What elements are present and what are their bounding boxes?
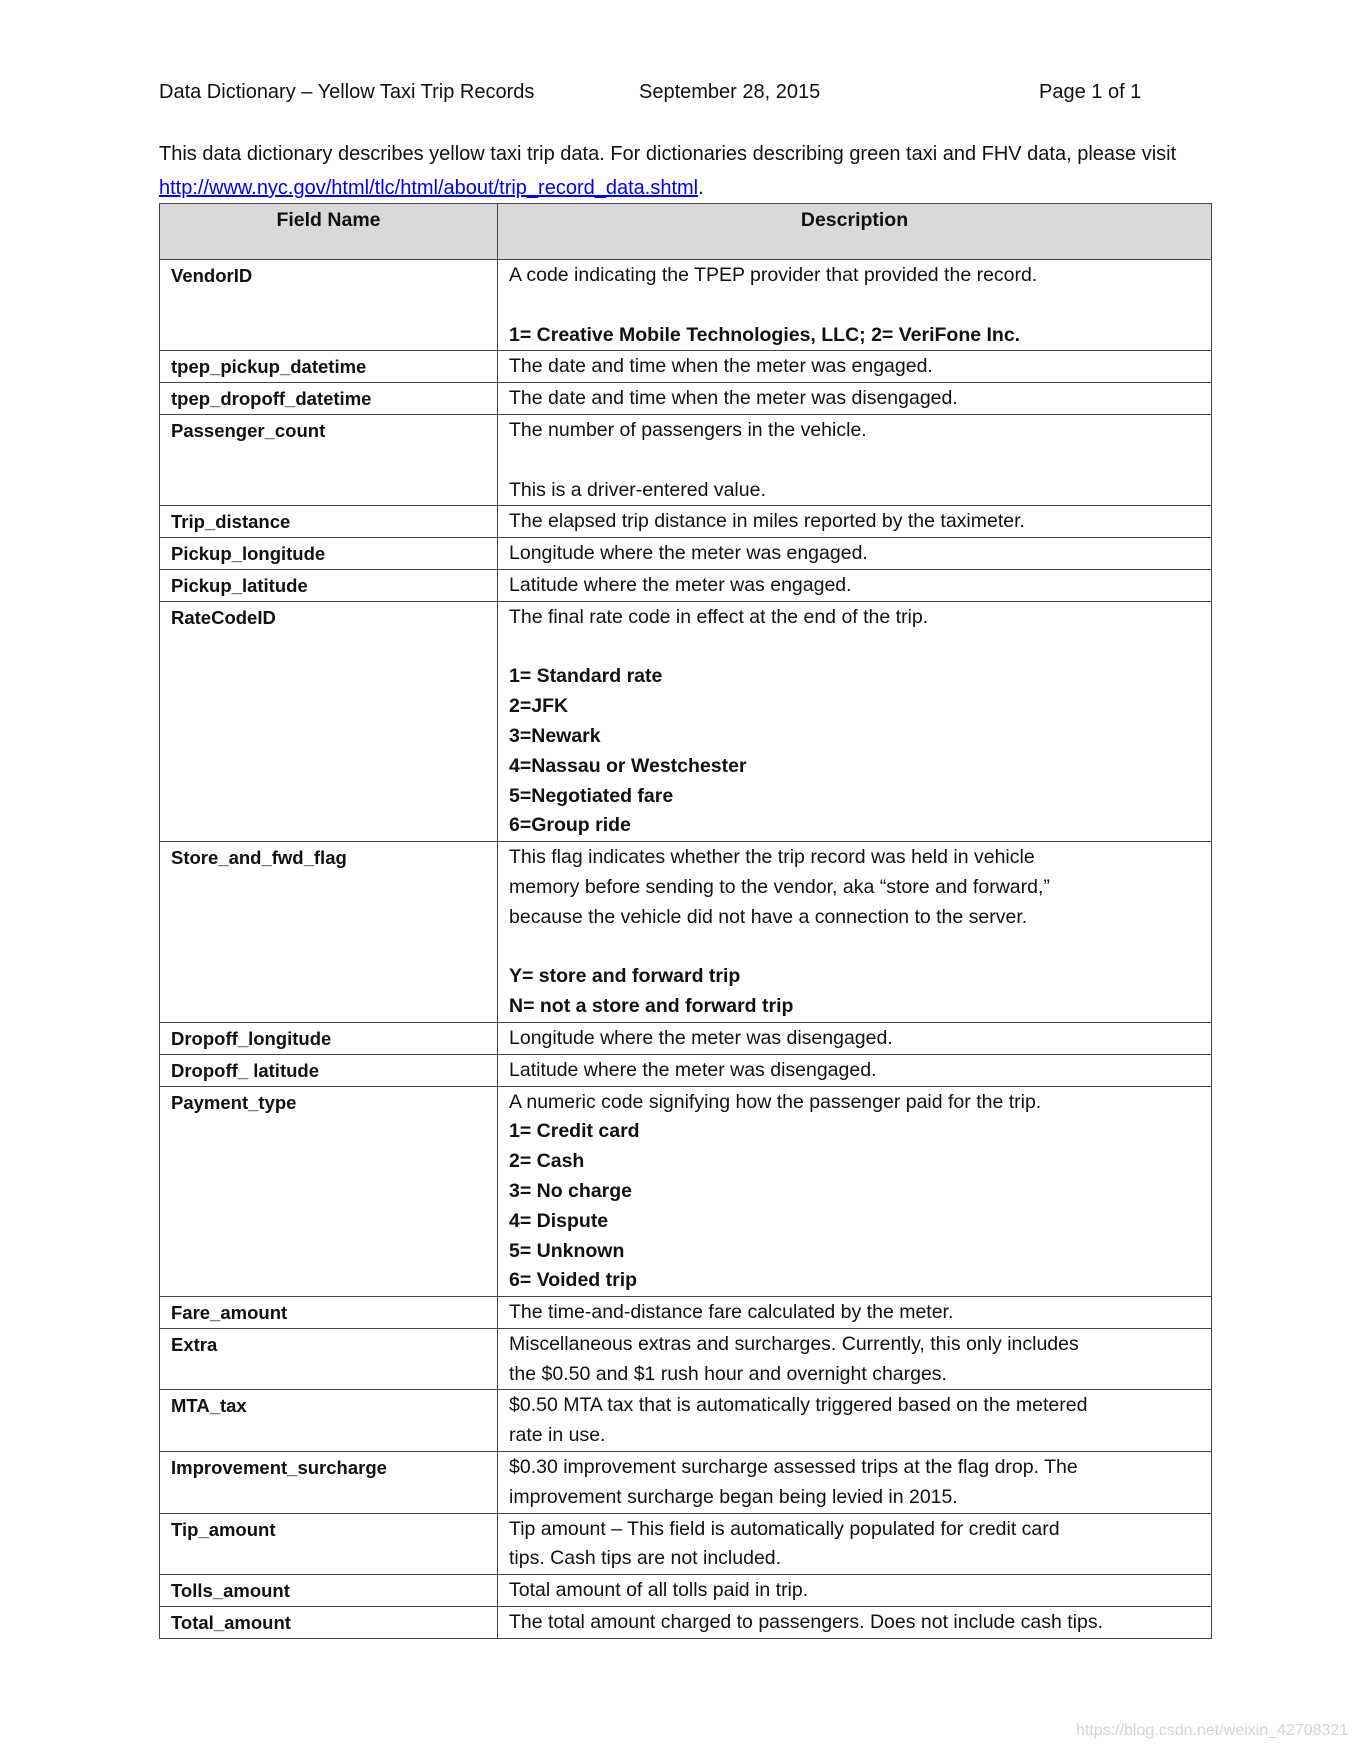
field-name: Tolls_amount (160, 1575, 498, 1607)
code-value-line: 2=JFK (509, 695, 569, 718)
description-line: $0.30 improvement surcharge assessed trips at the flag drop. The (509, 1456, 1078, 1479)
description-line: A numeric code signifying how the passenger paid for the trip. (509, 1090, 1042, 1113)
field-description (498, 1328, 1212, 1390)
field-description (498, 1022, 1212, 1054)
field-name: Pickup_longitude (160, 538, 498, 570)
field-description (498, 569, 1212, 601)
description-line: $0.50 MTA tax that is automatically triggered based on the metered (509, 1394, 1088, 1417)
table-row (160, 1607, 1212, 1639)
table-row (160, 1297, 1212, 1329)
description-line: Miscellaneous extras and surcharges. Currently, this only includes (509, 1332, 1079, 1355)
table-row (160, 1328, 1212, 1390)
table-row (160, 1452, 1212, 1514)
code-value-line: 4= Dispute (509, 1209, 609, 1232)
field-name: Dropoff_ latitude (160, 1054, 498, 1086)
code-value-line: 1= Credit card (509, 1120, 640, 1143)
field-description (498, 1054, 1212, 1086)
description-line: This flag indicates whether the trip record was held in vehicle (509, 846, 1035, 869)
header-field-name: Field Name (160, 204, 498, 260)
code-value-line: 2= Cash (509, 1150, 585, 1173)
document-title: Data Dictionary – Yellow Taxi Trip Records (159, 81, 535, 103)
field-description (498, 1297, 1212, 1329)
field-name: Fare_amount (160, 1297, 498, 1329)
field-description (498, 351, 1212, 383)
field-name: Pickup_latitude (160, 569, 498, 601)
description-line: The time-and-distance fare calculated by the meter. (509, 1301, 954, 1324)
table-row (160, 1390, 1212, 1452)
table-row (160, 383, 1212, 415)
description-line: Latitude where the meter was disengaged. (509, 1058, 877, 1081)
description-line: Latitude where the meter was engaged. (509, 573, 852, 596)
intro-text: This data dictionary describes yellow taxi trip data. For dictionaries describing green taxi and FHV data, please visit (159, 143, 1177, 165)
description-line: memory before sending to the vendor, aka “store and forward,” (509, 875, 1050, 898)
description-line: The final rate code in effect at the end of the trip. (509, 605, 929, 628)
description-line: This is a driver-entered value. (509, 478, 766, 501)
code-value-line: 3=Newark (509, 724, 601, 747)
description-line: The date and time when the meter was disengaged. (509, 387, 958, 410)
field-name: RateCodeID (160, 601, 498, 841)
description-line: improvement surcharge began being levied in 2015. (509, 1485, 958, 1508)
code-value-line: 4=Nassau or Westchester (509, 754, 747, 777)
code-value-line: N= not a store and forward trip (509, 995, 794, 1018)
data-dictionary-table (159, 203, 1212, 1639)
field-description (498, 1513, 1212, 1575)
field-name: Store_and_fwd_flag (160, 842, 498, 1023)
field-description (498, 1575, 1212, 1607)
field-name: Tip_amount (160, 1513, 498, 1575)
description-line: The date and time when the meter was engaged. (509, 355, 933, 378)
field-description (498, 601, 1212, 841)
description-line (509, 291, 1211, 321)
description-line: the $0.50 and $1 rush hour and overnight charges. (509, 1362, 947, 1385)
field-description (498, 1607, 1212, 1639)
description-line: Tip amount – This field is automatically populated for credit card (509, 1517, 1060, 1540)
field-name: Dropoff_longitude (160, 1022, 498, 1054)
code-value-line: Y= store and forward trip (509, 965, 741, 988)
document-date: September 28, 2015 (639, 81, 821, 103)
table-row (160, 569, 1212, 601)
table-row (160, 1022, 1212, 1054)
field-name: tpep_dropoff_datetime (160, 383, 498, 415)
code-value-line: 1= Creative Mobile Technologies, LLC; 2= VeriFone Inc. (509, 323, 1021, 346)
description-line: Total amount of all tolls paid in trip. (509, 1579, 809, 1602)
field-name: Payment_type (160, 1086, 498, 1297)
description-line: because the vehicle did not have a connection to the server. (509, 905, 1028, 928)
description-line (509, 933, 1211, 963)
code-value-line: 6=Group ride (509, 814, 631, 837)
description-line (509, 446, 1211, 476)
code-value-line: 1= Standard rate (509, 665, 663, 688)
header-description: Description (498, 204, 1212, 260)
description-line: A code indicating the TPEP provider that provided the record. (509, 264, 1038, 286)
code-value-line: 5=Negotiated fare (509, 784, 674, 807)
table-header-row (160, 204, 1212, 260)
description-line: Longitude where the meter was engaged. (509, 542, 868, 565)
table-row (160, 414, 1212, 505)
intro-period: . (698, 177, 704, 199)
code-value-line: 6= Voided trip (509, 1269, 638, 1292)
description-line: The number of passengers in the vehicle. (509, 418, 867, 441)
field-name: Improvement_surcharge (160, 1452, 498, 1514)
description-line: Longitude where the meter was disengaged. (509, 1026, 893, 1049)
field-description (498, 1452, 1212, 1514)
table-row (160, 1086, 1212, 1297)
table-row (160, 506, 1212, 538)
field-description (498, 1390, 1212, 1452)
field-name: Passenger_count (160, 414, 498, 505)
intro-paragraph (159, 137, 1219, 205)
table-row (160, 351, 1212, 383)
description-line: The total amount charged to passengers. Does not include cash tips. (509, 1611, 1104, 1634)
field-name: Trip_distance (160, 506, 498, 538)
field-name: MTA_tax (160, 1390, 498, 1452)
table-row (160, 538, 1212, 570)
table-row (160, 260, 1212, 351)
field-description (498, 383, 1212, 415)
code-value-line: 5= Unknown (509, 1239, 625, 1262)
field-description (498, 506, 1212, 538)
trip-record-data-link[interactable]: http://www.nyc.gov/html/tlc/html/about/trip_record_data.shtml (159, 177, 699, 199)
field-name: tpep_pickup_datetime (160, 351, 498, 383)
description-line: tips. Cash tips are not included. (509, 1547, 782, 1570)
field-description (498, 1086, 1212, 1297)
field-description (498, 414, 1212, 505)
page-number: Page 1 of 1 (1039, 81, 1142, 103)
field-description (498, 842, 1212, 1023)
code-value-line: 3= No charge (509, 1179, 633, 1202)
field-name: VendorID (160, 260, 498, 351)
field-name: Extra (160, 1328, 498, 1390)
table-row (160, 601, 1212, 841)
table-row (160, 1575, 1212, 1607)
field-description (498, 260, 1212, 351)
description-line: rate in use. (509, 1424, 606, 1447)
description-line (509, 633, 1211, 663)
field-description (498, 538, 1212, 570)
table-row (160, 842, 1212, 1023)
description-line: The elapsed trip distance in miles reported by the taximeter. (509, 510, 1025, 533)
table-row (160, 1054, 1212, 1086)
table-row (160, 1513, 1212, 1575)
watermark: https://blog.csdn.net/weixin_42708321 (1076, 1722, 1349, 1739)
field-name: Total_amount (160, 1607, 498, 1639)
